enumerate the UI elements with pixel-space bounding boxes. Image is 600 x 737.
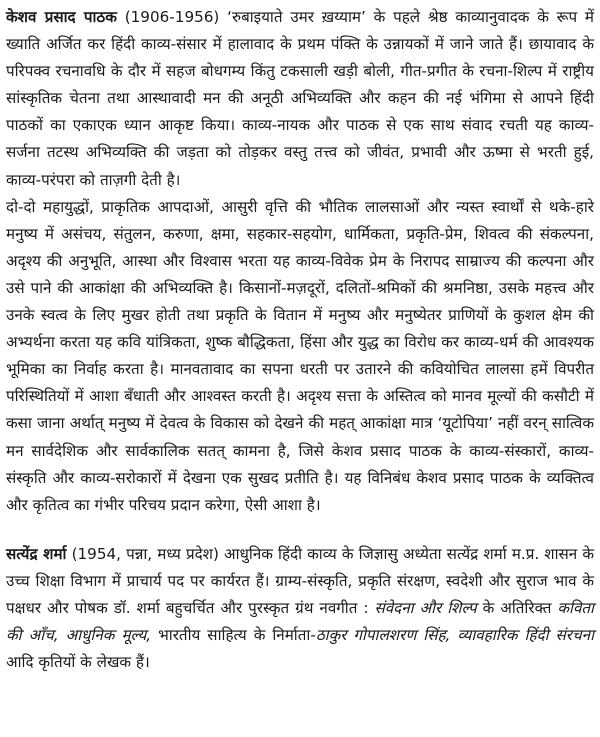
bio-keshav-intro	[6, 4, 594, 194]
work-title-kavita: कविता की आँच, आधुनिक मूल्य,	[6, 598, 594, 645]
bio-keshav-text: (1906-1956) ‘रुबाइयाते उमर ख़य्याम’ के पहले श्रेष्ठ काव्यानुवादक के रूप में ख्याति अर्जित कर हिंदी काव्य-संसार में हालावाद के प्रथम पंक्ति के उन्नायकों में जाने जाते हैं। छायावाद के परिपक्व रचनावधि के दौर में सहज बोधगम्य किंतु टकसाली खड़ी बोली, गीत-प्रगीत के रचना-शिल्प में राष्ट्रीय सांस्कृतिक चेतना तथा आस्थावादी मन की अनूठी अभिव्यक्ति और कहन की नई भंगिमा से आपने हिंदी पाठकों का एकाएक ध्यान आकृष्ट किया। काव्य-नायक और पाठक से एक साथ संवाद रचती यह काव्य-सर्जना तटस्थ अभिव्यक्ति की जड़ता को तोड़कर वस्तु तत्त्व को जीवंत, प्रभावी और ऊष्मा से भरती हुई, काव्य-परंपरा को ताज़गी देती है।	[6, 8, 594, 189]
bio-satyendra-text-c: भारतीय साहित्य के निर्माता-	[151, 626, 316, 645]
author-name-satyendra: सत्येंद्र शर्मा	[6, 544, 67, 563]
bio-satyendra	[6, 541, 594, 676]
document-page	[6, 4, 594, 676]
work-title-samvedna: संवेदना और शिल्प	[374, 598, 477, 617]
bio-satyendra-text-d: आदि कृतियों के लेखक हैं।	[6, 653, 150, 672]
bio-satyendra-text-a: (1954, पन्ना, मध्य प्रदेश) आधुनिक हिंदी काव्य के जिज्ञासु अध्येता सत्येंद्र शर्मा म.प्र. शासन के उच्च शिक्षा विभाग में प्राचार्य पद पर कार्यरत हैं। ग्राम्य-संस्कृति, प्रकृति संरक्षण, स्वदेशी और सुराज भाव के पक्षधर और पोषक डॉ. शर्मा बहुचर्चित और पुरस्कृत ग्रंथ नवगीत :	[6, 544, 594, 617]
author-name-keshav: केशव प्रसाद पाठक	[6, 8, 117, 26]
section-gap	[6, 519, 594, 541]
bio-keshav-body: दो-दो महायुद्धों, प्राकृतिक आपदाओं, आसुरी वृत्ति की भौतिक लालसाओं और न्यस्त स्वार्थों से थके-हारे मनुष्य में असंचय, संतुलन, करुणा, क्षमा, सहकार-सहयोग, धार्मिकता, प्रकृति-प्रेम, शिवत्व की संकल्पना, अदृश्य की अनुभूति, आस्था और विश्वास भरता यह काव्य-विवेक प्रेम के निरापद साम्राज्य की कल्पना और उसे पाने की आकांक्षा की अभिव्यक्ति है। किसानों-मज़दूरों, दलितों-श्रमिकों की श्रमनिष्ठा, उसके महत्त्व और उनके स्वत्व के लिए मुखर होती तथा प्रकृति के वितान में मनुष्य और मनुष्येतर प्राणियों के कुशल क्षेम की अभ्यर्थना करता यह कवि यांत्रिकता, शुष्क बौद्धिकता, हिंसा और युद्ध का विरोध कर काव्य-धर्म की आवश्यक भूमिका का निर्वाह करता है। मानवतावाद का सपना धरती पर उतारने की कवियोचित लालसा हमें विपरीत परिस्थितियों में आशा बँधाती और आश्वस्त करती है। अदृश्य सत्ता के अस्तित्व को मानव मूल्यों की कसौटी में कसा जाना अर्थात् मनुष्य में देवत्व के विकास को देखने की महत् आकांक्षा मात्र ‘यूटोपिया’ नहीं वरन् सात्विक मन सार्वदेशिक और सार्वकालिक सतत् कामना है, जिसे केशव प्रसाद पाठक के काव्य-संस्कारों, काव्य-संस्कृति और काव्य-सरोकारों में देखना एक सुखद प्रतीति है। यह विनिबंध केशव प्रसाद पाठक के व्यक्तित्व और कृतित्व का गंभीर परिचय प्रदान करेगा, ऐसी आशा है।	[6, 197, 594, 514]
work-title-gopalsharan: ठाकुर गोपालशरण सिंह, व्यावहारिक हिंदी संरचना	[315, 626, 595, 645]
bio-satyendra-text-b: के अतिरिक्त	[476, 598, 558, 617]
